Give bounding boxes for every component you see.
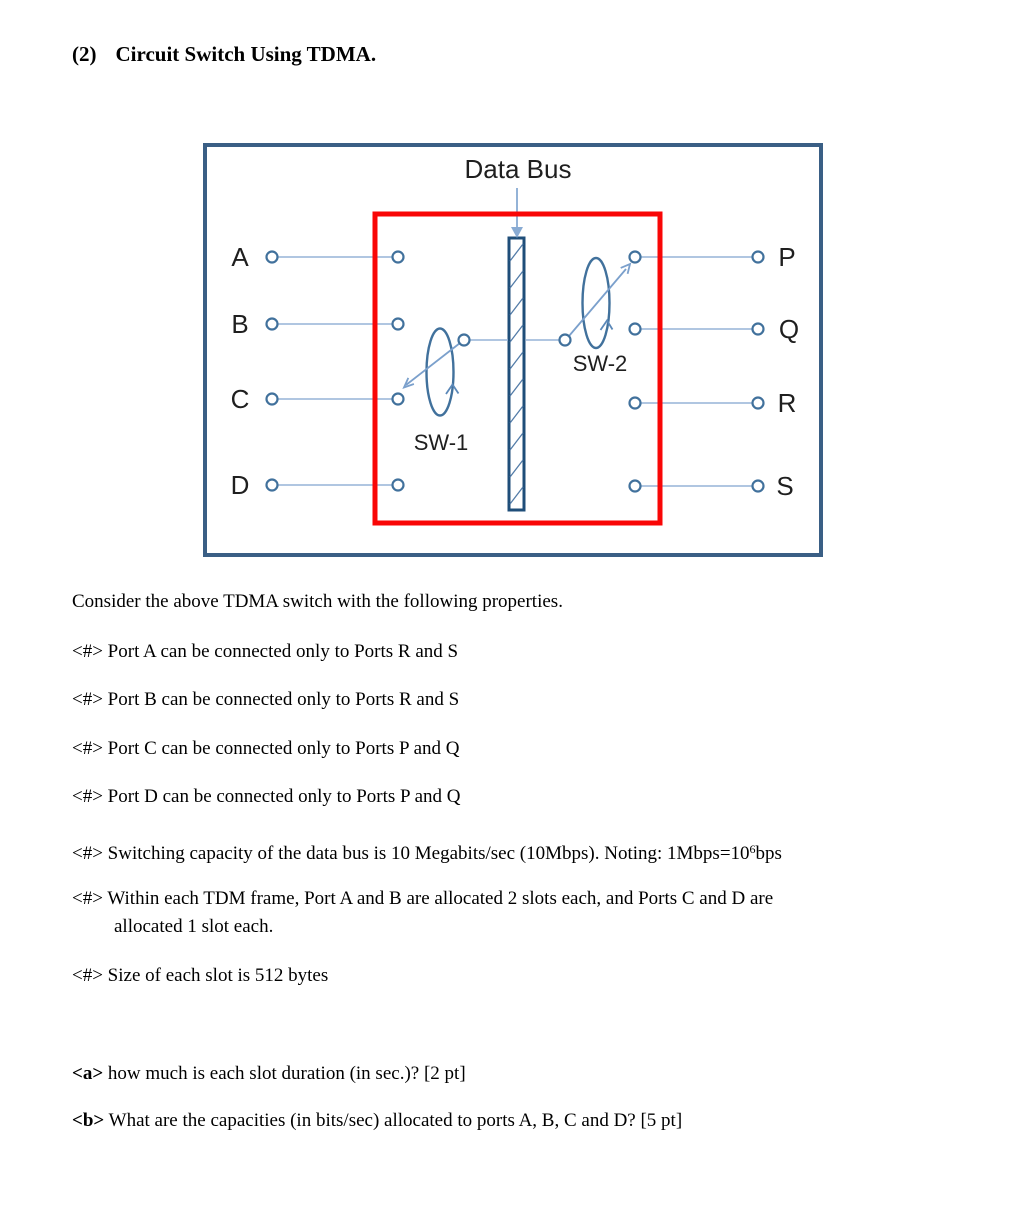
port-c-inner-node [393,394,404,405]
question-b-text: What are the capacities (in bits/sec) allocated to ports A, B, C and D? [5 pt] [108,1110,683,1131]
port-r-outer-node [753,398,764,409]
question-a-text: how much is each slot duration (in sec.)? [2 pt] [107,1063,466,1084]
capacity-text: <#> Switching capacity of the data bus is 10 Megabits/sec (10Mbps). Noting: 1Mbps=10 [72,843,750,864]
port-a-inner-node [393,252,404,263]
port-label-s: S [776,471,794,501]
port-label-q: Q [778,314,800,344]
port-q-inner-node [630,324,641,335]
property-slot-size: <#> Size of each slot is 512 bytes [72,965,329,986]
port-q-outer-node [753,324,764,335]
port-label-c: C [230,384,250,414]
left-port-nodes [267,252,404,491]
property-capacity [72,838,782,865]
data-bus-arrowhead [511,227,523,238]
sw2-selector [560,258,631,348]
sw2-wiper-line [569,269,626,336]
port-label-b: B [231,309,249,339]
port-label-a: A [231,242,249,272]
port-b-inner-node [393,319,404,330]
port-s-inner-node [630,481,641,492]
port-r-inner-node [630,398,641,409]
property-frame-line2: allocated 1 slot each. [114,916,274,937]
sw1-ellipse [427,329,454,416]
port-p-outer-node [753,252,764,263]
question-a-prefix: <a> [72,1063,104,1084]
capacity-unit: bps [755,843,782,864]
question-b [72,1109,682,1132]
data-bus-label: Data Bus [464,154,572,184]
port-a-outer-node [267,252,278,263]
port-d-outer-node [267,480,278,491]
port-s-outer-node [753,481,764,492]
question-title-text: Circuit Switch Using TDMA. [115,42,377,66]
question-title [72,42,376,67]
data-bus-bar [509,238,524,510]
sw1-wiper-line [406,343,460,385]
property-frame-line1: <#> Within each TDM frame, Port A and B are allocated 2 slots each, and Ports C and D are [72,888,774,909]
right-port-nodes [630,252,764,492]
port-label-d: D [230,470,250,500]
port-label-p: P [778,242,796,272]
tdma-switch-figure [200,140,830,565]
property-port-b: <#> Port B can be connected only to Ports R and S [72,689,460,710]
question-b-prefix: <b> [72,1110,105,1131]
question-number: (2) [72,42,97,66]
port-b-outer-node [267,319,278,330]
property-port-a: <#> Port A can be connected only to Ports R and S [72,641,459,662]
sw2-contact-node [560,335,571,346]
sw1-contact-node [459,335,470,346]
intro-line: Consider the above TDMA switch with the following properties. [72,591,563,612]
capacity-superscript: 6 [749,842,756,856]
sw1-label: SW-1 [413,430,469,455]
sw1-selector [404,329,470,416]
port-c-outer-node [267,394,278,405]
port-d-inner-node [393,480,404,491]
tdma-switch-diagram [200,140,830,565]
property-port-d: <#> Port D can be connected only to Ports P and Q [72,786,461,807]
port-p-inner-node [630,252,641,263]
question-a [72,1062,466,1085]
sw2-label: SW-2 [572,351,628,376]
property-port-c: <#> Port C can be connected only to Ports P and Q [72,738,460,759]
port-label-r: R [777,388,797,418]
